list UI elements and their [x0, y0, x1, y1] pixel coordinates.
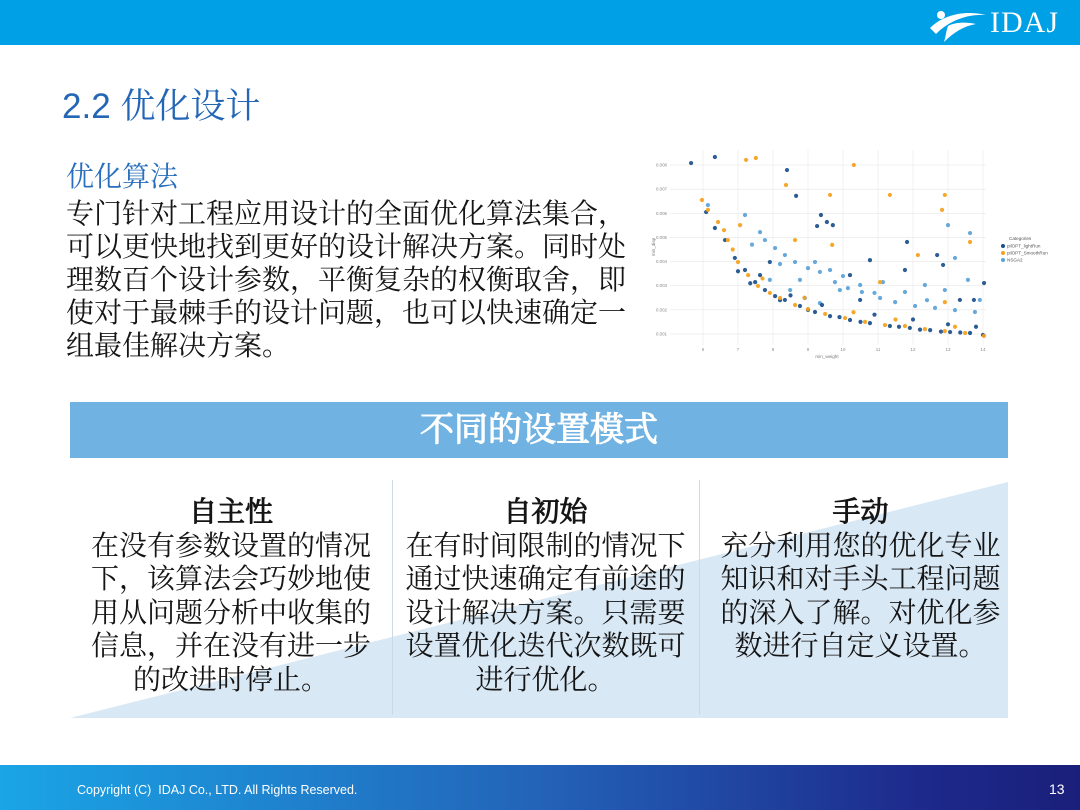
- scatter-point-pilopt-lightrun: [848, 273, 852, 277]
- body-line: 使对于最棘手的设计问题，也可以快速确定一: [66, 297, 627, 328]
- scatter-point-pilopt-smoothrun: [738, 223, 742, 227]
- scatter-point-pilopt-lightrun: [713, 155, 717, 159]
- scatter-point-pilopt-smoothrun: [863, 320, 867, 324]
- scatter-point-pilopt-smoothrun: [760, 276, 764, 280]
- scatter-point-pilopt-smoothrun: [793, 238, 797, 242]
- scatter-point-pilopt-smoothrun: [726, 238, 730, 242]
- mode-line: 设计解决方案。只需要: [405, 596, 686, 628]
- scatter-point-nsga2: [872, 291, 876, 295]
- mode-line: 的改进时停止。: [132, 663, 329, 695]
- scatter-point-pilopt-lightrun: [982, 281, 986, 285]
- scatter-point-pilopt-smoothrun: [940, 208, 944, 212]
- y-tick-label: 0.008: [656, 162, 667, 168]
- body-paragraph: [66, 197, 646, 362]
- body-line: 理数百个设计参数，平衡复杂的权衡取舍，即: [66, 264, 627, 295]
- scatter-point-pilopt-smoothrun: [746, 273, 750, 277]
- mode-line: 的深入了解。对优化参: [720, 596, 1001, 628]
- scatter-point-pilopt-smoothrun: [968, 240, 972, 244]
- mode-line: 充分利用您的优化专业: [720, 529, 1001, 561]
- scatter-point-pilopt-lightrun: [763, 288, 767, 292]
- y-tick-label: 0.006: [656, 210, 667, 216]
- scatter-point-pilopt-smoothrun: [778, 296, 782, 300]
- scatter-point-pilopt-lightrun: [828, 314, 832, 318]
- scatter-point-pilopt-smoothrun: [893, 317, 897, 321]
- scatter-point-pilopt-lightrun: [837, 315, 841, 319]
- scatter-point-nsga2: [773, 246, 777, 250]
- scatter-point-nsga2: [833, 280, 837, 284]
- scatter-point-pilopt-smoothrun: [943, 329, 947, 333]
- scatter-point-pilopt-smoothrun: [830, 243, 834, 247]
- mode-line: 数进行自定义设置。: [734, 630, 987, 661]
- scatter-point-nsga2: [946, 223, 950, 227]
- scatter-point-pilopt-lightrun: [848, 318, 852, 322]
- scatter-point-pilopt-smoothrun: [768, 291, 772, 295]
- scatter-point-nsga2: [913, 304, 917, 308]
- scatter-point-pilopt-lightrun: [689, 161, 693, 165]
- mode-self-initializing: [392, 495, 699, 696]
- legend-marker: [1001, 251, 1005, 255]
- slide-title: 2.2 优化设计: [62, 87, 261, 126]
- scatter-point-nsga2: [973, 310, 977, 314]
- scatter-point-nsga2: [758, 230, 762, 234]
- scatter-point-nsga2: [968, 231, 972, 235]
- mode-autonomous: [70, 495, 392, 696]
- idaj-logo: IDAJ: [990, 6, 1059, 39]
- y-tick-label: 0.007: [656, 186, 667, 192]
- scatter-point-nsga2: [818, 270, 822, 274]
- x-tick-label: 8: [771, 347, 775, 352]
- settings-mode-banner: 不同的设置模式: [70, 402, 1008, 458]
- scatter-point-pilopt-lightrun: [868, 321, 872, 325]
- legend-label: pilOPT_SmoothRun: [1007, 250, 1048, 256]
- scatter-point-pilopt-smoothrun: [828, 193, 832, 197]
- body-line: 组最佳解决方案。: [66, 330, 291, 361]
- mode-line: 通过快速确定有前途的: [405, 563, 686, 594]
- scatter-point-pilopt-lightrun: [941, 263, 945, 267]
- x-tick-label: 10: [840, 347, 846, 352]
- scatter-point-pilopt-smoothrun: [943, 300, 947, 304]
- scatter-point-nsga2: [768, 278, 772, 282]
- scatter-point-pilopt-smoothrun: [843, 316, 847, 320]
- scatter-point-nsga2: [750, 243, 754, 247]
- scatter-point-nsga2: [828, 268, 832, 272]
- scatter-point-pilopt-lightrun: [798, 304, 802, 308]
- scatter-point-nsga2: [893, 300, 897, 304]
- scatter-point-pilopt-smoothrun: [793, 303, 797, 307]
- scatter-point-nsga2: [943, 288, 947, 292]
- scatter-point-pilopt-smoothrun: [784, 183, 788, 187]
- legend-title: Categories: [1009, 236, 1032, 241]
- scatter-point-pilopt-lightrun: [858, 298, 862, 302]
- y-tick-label: 0.004: [656, 259, 667, 265]
- scatter-point-pilopt-smoothrun: [736, 260, 740, 264]
- scatter-point-pilopt-lightrun: [918, 328, 922, 332]
- scatter-point-pilopt-lightrun: [958, 298, 962, 302]
- scatter-point-pilopt-lightrun: [935, 253, 939, 257]
- scatter-point-nsga2: [903, 290, 907, 294]
- scatter-point-pilopt-lightrun: [958, 330, 962, 334]
- legend-marker: [1001, 258, 1005, 262]
- scatter-point-nsga2: [793, 260, 797, 264]
- mode-line: 在有时间限制的情况下: [405, 529, 686, 561]
- scatter-point-pilopt-smoothrun: [722, 228, 726, 232]
- scatter-point-nsga2: [933, 306, 937, 310]
- scatter-point-pilopt-smoothrun: [851, 310, 855, 314]
- scatter-point-pilopt-lightrun: [908, 326, 912, 330]
- scatter-point-pilopt-lightrun: [831, 223, 835, 227]
- scatter-point-pilopt-smoothrun: [888, 193, 892, 197]
- scatter-point-pilopt-lightrun: [868, 258, 872, 262]
- x-tick-label: 14: [980, 347, 986, 352]
- scatter-point-nsga2: [706, 203, 710, 207]
- scatter-point-nsga2: [858, 283, 862, 287]
- scatter-point-nsga2: [878, 296, 882, 300]
- scatter-point-nsga2: [783, 253, 787, 257]
- page-number: 13: [1049, 781, 1065, 797]
- scatter-point-nsga2: [846, 286, 850, 290]
- scatter-point-pilopt-lightrun: [820, 303, 824, 307]
- scatter-point-pilopt-smoothrun: [852, 163, 856, 167]
- mode-heading: 自初始: [503, 496, 588, 527]
- scatter-point-pilopt-lightrun: [773, 294, 777, 298]
- x-tick-label: 7: [736, 347, 740, 352]
- scatter-point-pilopt-lightrun: [743, 268, 747, 272]
- scatter-point-pilopt-lightrun: [783, 298, 787, 302]
- scatter-point-pilopt-lightrun: [903, 268, 907, 272]
- scatter-point-pilopt-lightrun: [733, 256, 737, 260]
- scatter-point-pilopt-smoothrun: [916, 253, 920, 257]
- scatter-point-pilopt-lightrun: [768, 260, 772, 264]
- y-tick-label: 0.001: [656, 331, 667, 337]
- scatter-point-nsga2: [841, 274, 845, 278]
- mode-line: 用从问题分析中收集的: [90, 596, 371, 628]
- scatter-point-pilopt-smoothrun: [883, 323, 887, 327]
- x-tick-label: 12: [910, 347, 916, 352]
- slide-subtitle: 优化算法: [66, 161, 179, 192]
- scatter-chart: [648, 142, 1052, 374]
- scatter-point-pilopt-smoothrun: [744, 158, 748, 162]
- x-axis-label: min_weight: [815, 354, 839, 359]
- scatter-point-pilopt-smoothrun: [963, 331, 967, 335]
- scatter-point-nsga2: [798, 278, 802, 282]
- scatter-point-nsga2: [953, 256, 957, 260]
- scatter-point-pilopt-lightrun: [897, 325, 901, 329]
- legend-marker: [1001, 244, 1005, 248]
- scatter-point-pilopt-smoothrun: [754, 156, 758, 160]
- scatter-point-pilopt-smoothrun: [903, 324, 907, 328]
- y-tick-label: 0.002: [656, 307, 667, 313]
- mode-heading: 手动: [832, 496, 889, 527]
- scatter-point-pilopt-lightrun: [794, 194, 798, 198]
- scatter-point-pilopt-smoothrun: [700, 198, 704, 202]
- mode-line: 进行优化。: [475, 663, 616, 695]
- scatter-point-pilopt-lightrun: [888, 324, 892, 328]
- x-tick-label: 13: [945, 347, 951, 352]
- mode-line: 信息，并在没有进一步: [90, 630, 371, 661]
- scatter-point-pilopt-lightrun: [825, 220, 829, 224]
- scatter-point-pilopt-lightrun: [911, 317, 915, 321]
- y-tick-label: 0.003: [656, 283, 667, 289]
- scatter-point-pilopt-lightrun: [736, 269, 740, 273]
- scatter-point-pilopt-lightrun: [713, 226, 717, 230]
- scatter-point-pilopt-smoothrun: [716, 220, 720, 224]
- scatter-point-nsga2: [743, 213, 747, 217]
- scatter-point-nsga2: [838, 288, 842, 292]
- swoosh-icon: [926, 4, 990, 44]
- legend-label: NSGA2: [1007, 257, 1023, 263]
- x-tick-label: 9: [806, 347, 810, 352]
- scatter-point-pilopt-lightrun: [813, 310, 817, 314]
- mode-line: 知识和对手头工程问题: [720, 563, 1001, 594]
- scatter-point-nsga2: [978, 298, 982, 302]
- column-divider: [699, 480, 700, 715]
- scatter-point-nsga2: [813, 260, 817, 264]
- scatter-point-nsga2: [763, 238, 767, 242]
- scatter-point-pilopt-smoothrun: [731, 247, 735, 251]
- scatter-point-pilopt-lightrun: [939, 329, 943, 333]
- scatter-point-pilopt-lightrun: [872, 313, 876, 317]
- scatter-point-nsga2: [966, 278, 970, 282]
- scatter-point-pilopt-lightrun: [815, 224, 819, 228]
- x-tick-label: 11: [875, 347, 881, 352]
- scatter-point-pilopt-lightrun: [972, 298, 976, 302]
- scatter-point-pilopt-lightrun: [974, 325, 978, 329]
- mode-heading: 自主性: [188, 496, 273, 527]
- scatter-point-pilopt-lightrun: [788, 293, 792, 297]
- scatter-point-pilopt-lightrun: [905, 240, 909, 244]
- scatter-point-pilopt-smoothrun: [953, 325, 957, 329]
- mode-manual: [706, 495, 1015, 663]
- scatter-point-pilopt-lightrun: [819, 213, 823, 217]
- scatter-point-pilopt-smoothrun: [706, 208, 710, 212]
- scatter-point-pilopt-lightrun: [946, 322, 950, 326]
- scatter-point-pilopt-lightrun: [758, 273, 762, 277]
- body-line: 可以更快地找到更好的设计解决方案。同时处: [66, 231, 627, 262]
- scatter-point-pilopt-lightrun: [968, 331, 972, 335]
- scatter-point-pilopt-lightrun: [748, 281, 752, 285]
- scatter-point-pilopt-smoothrun: [878, 280, 882, 284]
- scatter-point-nsga2: [925, 298, 929, 302]
- scatter-point-pilopt-lightrun: [753, 280, 757, 284]
- legend-label: pilOPT_lightRun: [1007, 243, 1041, 249]
- mode-line: 设置优化迭代次数既可: [405, 630, 686, 661]
- scatter-point-nsga2: [788, 288, 792, 292]
- scatter-point-pilopt-smoothrun: [823, 312, 827, 316]
- scatter-point-pilopt-smoothrun: [756, 284, 760, 288]
- scatter-point-nsga2: [860, 290, 864, 294]
- mode-line: 在没有参数设置的情况: [90, 529, 371, 561]
- y-axis-label: min_disp: [651, 237, 656, 257]
- mode-line: 下，该算法会巧妙地使: [90, 563, 371, 594]
- scatter-point-pilopt-lightrun: [928, 328, 932, 332]
- scatter-point-nsga2: [778, 262, 782, 266]
- chart-legend: [1001, 236, 1048, 263]
- scatter-point-pilopt-smoothrun: [802, 296, 806, 300]
- scatter-point-pilopt-smoothrun: [806, 307, 810, 311]
- scatter-point-pilopt-lightrun: [785, 168, 789, 172]
- y-tick-label: 0.005: [656, 234, 667, 240]
- scatter-point-pilopt-smoothrun: [943, 193, 947, 197]
- body-line: 专门针对工程应用设计的全面优化算法集合，: [66, 198, 627, 229]
- x-tick-label: 6: [701, 347, 705, 352]
- scatter-point-pilopt-smoothrun: [982, 334, 986, 338]
- scatter-point-nsga2: [953, 308, 957, 312]
- top-bar: [0, 0, 1080, 45]
- copyright-text: Copyright (C) IDAJ Co., LTD. All Rights Reserved.: [77, 783, 358, 797]
- scatter-point-pilopt-lightrun: [948, 330, 952, 334]
- scatter-point-pilopt-smoothrun: [923, 327, 927, 331]
- scatter-point-pilopt-lightrun: [858, 320, 862, 324]
- scatter-point-nsga2: [923, 283, 927, 287]
- scatter-point-nsga2: [806, 266, 810, 270]
